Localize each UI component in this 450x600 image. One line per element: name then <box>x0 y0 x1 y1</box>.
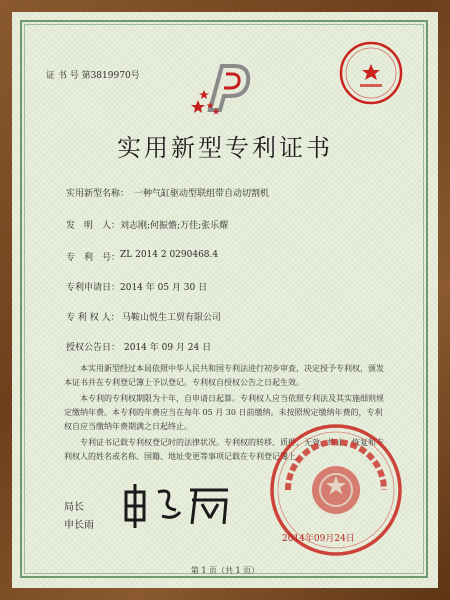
director-title: 局长 <box>64 502 84 513</box>
director-name: 申长雨 <box>64 520 94 531</box>
paragraph-term: 本专利的专利权期限为十年，自申请日起算。专利权人应当依照专利法及其实施细则规定缴纳年费。本专利的年费应当在每年 05 月 30 日前缴纳。未按照规定缴纳年费的，专利权自应当缴纳年费期满之日起终止。 <box>64 394 384 431</box>
director-signature <box>118 480 238 530</box>
patent-office-logo-icon <box>190 60 260 118</box>
field-label-patent-number: 专 利 号： <box>66 253 121 263</box>
field-value-inventors: 刘志刚;何振憺;万佳;张乐耀 <box>120 221 229 231</box>
seal-date: 2014年09月24日 <box>282 534 355 544</box>
field-value-patentee: 马鞍山悦生工贸有限公司 <box>122 313 222 323</box>
field-label-grant-date: 授权公告日： <box>66 343 121 353</box>
agency-seal-icon <box>338 40 404 106</box>
paragraph-status: 专利证书记载专利权登记时的法律状况。专利权的转移、质押、无效、终止、恢复和专利权人的姓名或名称、国籍、地址变更等事项记载在专利登记簿上。 <box>64 438 384 461</box>
page-footer: 第 1 页（共 1 页） <box>190 566 260 575</box>
field-value-patent-number: ZL 2014 2 0290468.4 <box>120 250 219 260</box>
certificate-title: 实用新型专利证书 <box>117 134 333 162</box>
field-label-application-date: 专利申请日： <box>66 283 121 293</box>
field-value-grant-date: 2014 年 09 月 24 日 <box>124 343 212 353</box>
field-value-name: 一种气缸驱动型联组带自动切割机 <box>134 189 270 199</box>
field-value-application-date: 2014 年 05 月 30 日 <box>120 283 208 293</box>
paragraph-grant: 本实用新型经过本局依照中华人民共和国专利法进行初步审查，决定授予专利权，颁发本证书并在专利登记簿上予以登记。专利权自授权公告之日起生效。 <box>64 364 384 387</box>
field-label-patentee: 专 利 权 人： <box>66 313 120 323</box>
field-label-inventors: 发 明 人： <box>66 221 121 231</box>
certificate-number: 证 书 号 第3819970号 <box>46 71 140 81</box>
field-label-name: 实用新型名称： <box>66 189 130 199</box>
